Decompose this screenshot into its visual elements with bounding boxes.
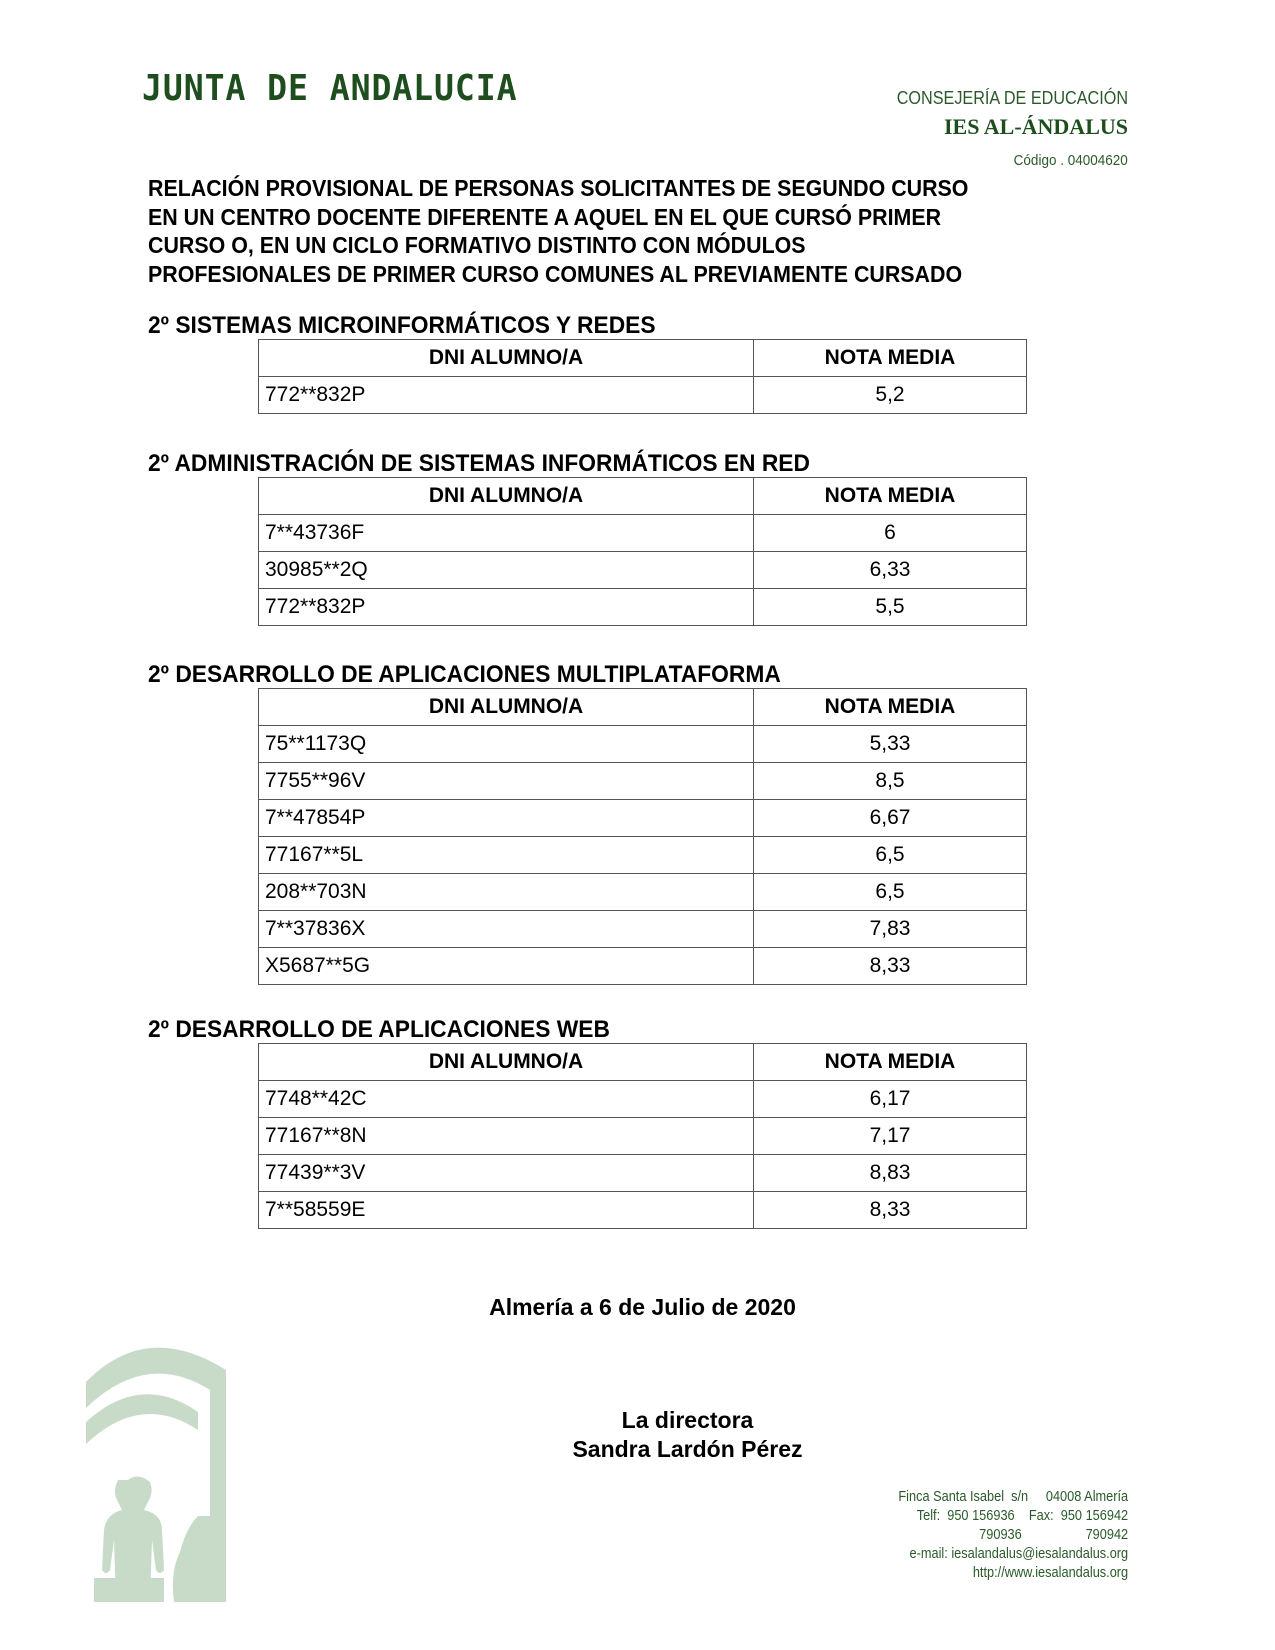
signature-name: Sandra Lardón Pérez <box>572 1436 803 1462</box>
dni-cell: 7**47854P <box>259 800 754 837</box>
nota-cell: 8,33 <box>754 948 1027 985</box>
course-title: 2º SISTEMAS MICROINFORMÁTICOS Y REDES <box>148 312 656 339</box>
table-row <box>259 1155 1027 1192</box>
consejeria-label: CONSEJERÍA DE EDUCACIÓN <box>896 88 1128 108</box>
title-line: EN UN CENTRO DOCENTE DIFERENTE A AQUEL EN EL QUE CURSÓ PRIMER <box>148 203 942 230</box>
dni-cell: 208**703N <box>259 874 754 911</box>
column-header-dni: DNI ALUMNO/A <box>259 340 754 377</box>
column-header-nota: NOTA MEDIA <box>754 689 1027 726</box>
table-row <box>259 377 1027 414</box>
table-row <box>259 948 1027 985</box>
nota-cell: 6,5 <box>754 874 1027 911</box>
signature-role: La directora <box>621 1407 754 1433</box>
dni-cell: 75**1173Q <box>259 726 754 763</box>
dni-cell: 7**43736F <box>259 515 754 552</box>
dni-cell: 77439**3V <box>259 1155 754 1192</box>
school-name: IES AL-ÁNDALUS <box>944 114 1128 139</box>
table-row <box>259 911 1027 948</box>
column-header-nota: NOTA MEDIA <box>754 1044 1027 1081</box>
nota-cell: 6,17 <box>754 1081 1027 1118</box>
dni-cell: 77167**8N <box>259 1118 754 1155</box>
table-header-row <box>259 689 1027 726</box>
dni-cell: 7**37836X <box>259 911 754 948</box>
table-row <box>259 874 1027 911</box>
table-row <box>259 1118 1027 1155</box>
table-row <box>259 837 1027 874</box>
table-header-row <box>259 340 1027 377</box>
dni-cell: 772**832P <box>259 377 754 414</box>
nota-cell: 8,33 <box>754 1192 1027 1229</box>
column-header-nota: NOTA MEDIA <box>754 340 1027 377</box>
table-row <box>259 589 1027 626</box>
school-code: Código . 04004620 <box>1013 152 1128 169</box>
nota-cell: 8,83 <box>754 1155 1027 1192</box>
dni-cell: 772**832P <box>259 589 754 626</box>
course-title: 2º DESARROLLO DE APLICACIONES WEB <box>148 1016 610 1043</box>
footer-phones: Telf: 950 156936 Fax: 950 156942 <box>916 1508 1128 1524</box>
nota-cell: 6,67 <box>754 800 1027 837</box>
applicants-table <box>258 688 1027 985</box>
dni-cell: 30985**2Q <box>259 552 754 589</box>
nota-cell: 7,83 <box>754 911 1027 948</box>
nota-cell: 6 <box>754 515 1027 552</box>
dni-cell: X5687**5G <box>259 948 754 985</box>
andalucia-emblem-icon <box>86 1330 238 1602</box>
table-row <box>259 800 1027 837</box>
applicants-table <box>258 1043 1027 1229</box>
applicants-table <box>258 339 1027 414</box>
date-line: Almería a 6 de Julio de 2020 <box>489 1294 796 1320</box>
dni-cell: 7**58559E <box>259 1192 754 1229</box>
title-line: PROFESIONALES DE PRIMER CURSO COMUNES AL PREVIAMENTE CURSADO <box>148 260 963 287</box>
nota-cell: 6,5 <box>754 837 1027 874</box>
dni-cell: 77167**5L <box>259 837 754 874</box>
nota-cell: 5,5 <box>754 589 1027 626</box>
table-row <box>259 552 1027 589</box>
column-header-dni: DNI ALUMNO/A <box>259 689 754 726</box>
column-header-dni: DNI ALUMNO/A <box>259 1044 754 1081</box>
title-line: RELACIÓN PROVISIONAL DE PERSONAS SOLICITANTES DE SEGUNDO CURSO <box>148 175 969 201</box>
dni-cell: 7755**96V <box>259 763 754 800</box>
table-row <box>259 515 1027 552</box>
column-header-nota: NOTA MEDIA <box>754 478 1027 515</box>
applicants-table <box>258 477 1027 626</box>
course-title: 2º DESARROLLO DE APLICACIONES MULTIPLATAFORMA <box>148 661 781 688</box>
nota-cell: 7,17 <box>754 1118 1027 1155</box>
nota-cell: 5,33 <box>754 726 1027 763</box>
nota-cell: 8,5 <box>754 763 1027 800</box>
column-header-dni: DNI ALUMNO/A <box>259 478 754 515</box>
footer-address: Finca Santa Isabel s/n 04008 Almería <box>898 1489 1128 1505</box>
table-header-row <box>259 478 1027 515</box>
course-title: 2º ADMINISTRACIÓN DE SISTEMAS INFORMÁTICOS EN RED <box>148 450 810 477</box>
footer-email[interactable]: e-mail: iesalandalus@iesalandalus.org <box>909 1546 1128 1562</box>
footer-web[interactable]: http://www.iesalandalus.org <box>972 1565 1128 1581</box>
footer-short-numbers: 790936 790942 <box>979 1527 1128 1543</box>
contact-footer <box>898 1488 1128 1583</box>
nota-cell: 5,2 <box>754 377 1027 414</box>
title-line: CURSO O, EN UN CICLO FORMATIVO DISTINTO CON MÓDULOS <box>148 232 806 258</box>
table-row <box>259 763 1027 800</box>
dni-cell: 7748**42C <box>259 1081 754 1118</box>
table-row <box>259 1192 1027 1229</box>
table-header-row <box>259 1044 1027 1081</box>
table-row <box>259 726 1027 763</box>
nota-cell: 6,33 <box>754 552 1027 589</box>
junta-de-andalucia-logo: JUNTA DE ANDALUCIA <box>142 68 518 109</box>
document-title <box>148 174 1059 288</box>
table-row <box>259 1081 1027 1118</box>
